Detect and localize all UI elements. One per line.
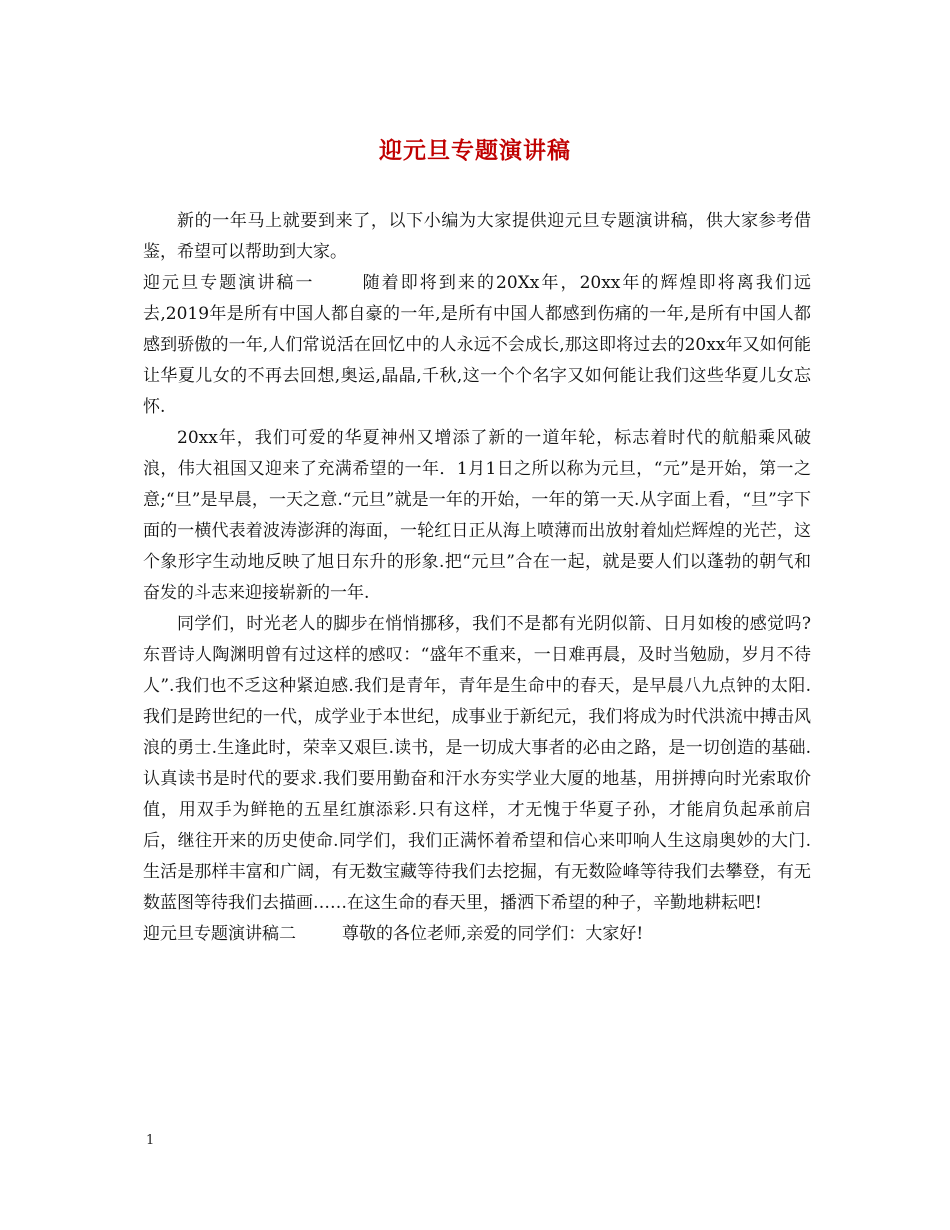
speech-two-heading: 迎元旦专题演讲稿二 xyxy=(143,924,296,944)
speech-two-greeting: 尊敬的各位老师,亲爱的同学们：大家好! xyxy=(342,924,644,944)
speech-two-paragraph xyxy=(143,919,811,950)
speech-one-heading: 迎元旦专题演讲稿一 xyxy=(143,273,315,293)
speech-one-opening-text: 随着即将到来的20Xx年，20xx年的辉煌即将离我们远去,2019年是所有中国人都自豪的一年,是所有中国人都感到伤痛的一年,是所有中国人都感到骄傲的一年,人们常说活在回忆中的人永远不会成长,那这即将过去的20xx年又如何能让华夏儿女的不再去回想,奥运,晶晶,千秋,这一个个名字又如何能让我们这些华夏儿女忘怀. xyxy=(143,273,811,417)
document-body xyxy=(143,206,811,950)
intro-paragraph: 新的一年马上就要到来了，以下小编为大家提供迎元旦专题演讲稿，供大家参考借鉴，希望可以帮助到大家。 xyxy=(143,211,811,262)
new-year-meaning-paragraph: 20xx年，我们可爱的华夏神州又增添了新的一道年轮，标志着时代的航船乘风破浪，伟大祖国又迎来了充满希望的一年．1月1日之所以称为元旦，“元”是开始，第一之意;“旦”是早晨，一天之意.“元旦”就是一年的开始，一年的第一天.从字面上看，“旦”字下面的一横代表着波涛澎湃的海面，一轮红日正从海上喷薄而出放射着灿烂辉煌的光芒，这个象形字生动地反映了旭日东升的形象.把“元旦”合在一起，就是要人们以蓬勃的朝气和奋发的斗志来迎接崭新的一年. xyxy=(143,428,811,603)
page-number: 1 xyxy=(146,1133,155,1148)
speech-one-paragraph xyxy=(143,268,811,423)
students-paragraph: 同学们，时光老人的脚步在悄悄挪移，我们不是都有光阴似箭、日月如梭的感觉吗?东晋诗人陶渊明曾有过这样的感叹：“盛年不重来，一日难再晨，及时当勉励，岁月不待人”.我们也不乏这种紧迫感.我们是青年，青年是生命中的春天，是早晨八九点钟的太阳.我们是跨世纪的一代，成学业于本世纪，成事业于新纪元，我们将成为时代洪流中搏击风浪的勇士.生逢此时，荣幸又艰巨.读书，是一切成大事者的必由之路，是一切创造的基础.认真读书是时代的要求.我们要用勤奋和汗水夯实学业大厦的地基，用拼搏向时光索取价值，用双手为鲜艳的五星红旗添彩.只有这样，才无愧于华夏子孙，才能肩负起承前启后，继往开来的历史使命.同学们，我们正满怀着希望和信心来叩响人生这扇奥妙的大门.生活是那样丰富和广阔，有无数宝藏等待我们去挖掘，有无数险峰等待我们去攀登，有无数蓝图等待我们去描画……在这生命的春天里，播洒下希望的种子，辛勤地耕耘吧! xyxy=(143,614,811,913)
document-title: 迎元旦专题演讲稿 xyxy=(379,137,571,164)
